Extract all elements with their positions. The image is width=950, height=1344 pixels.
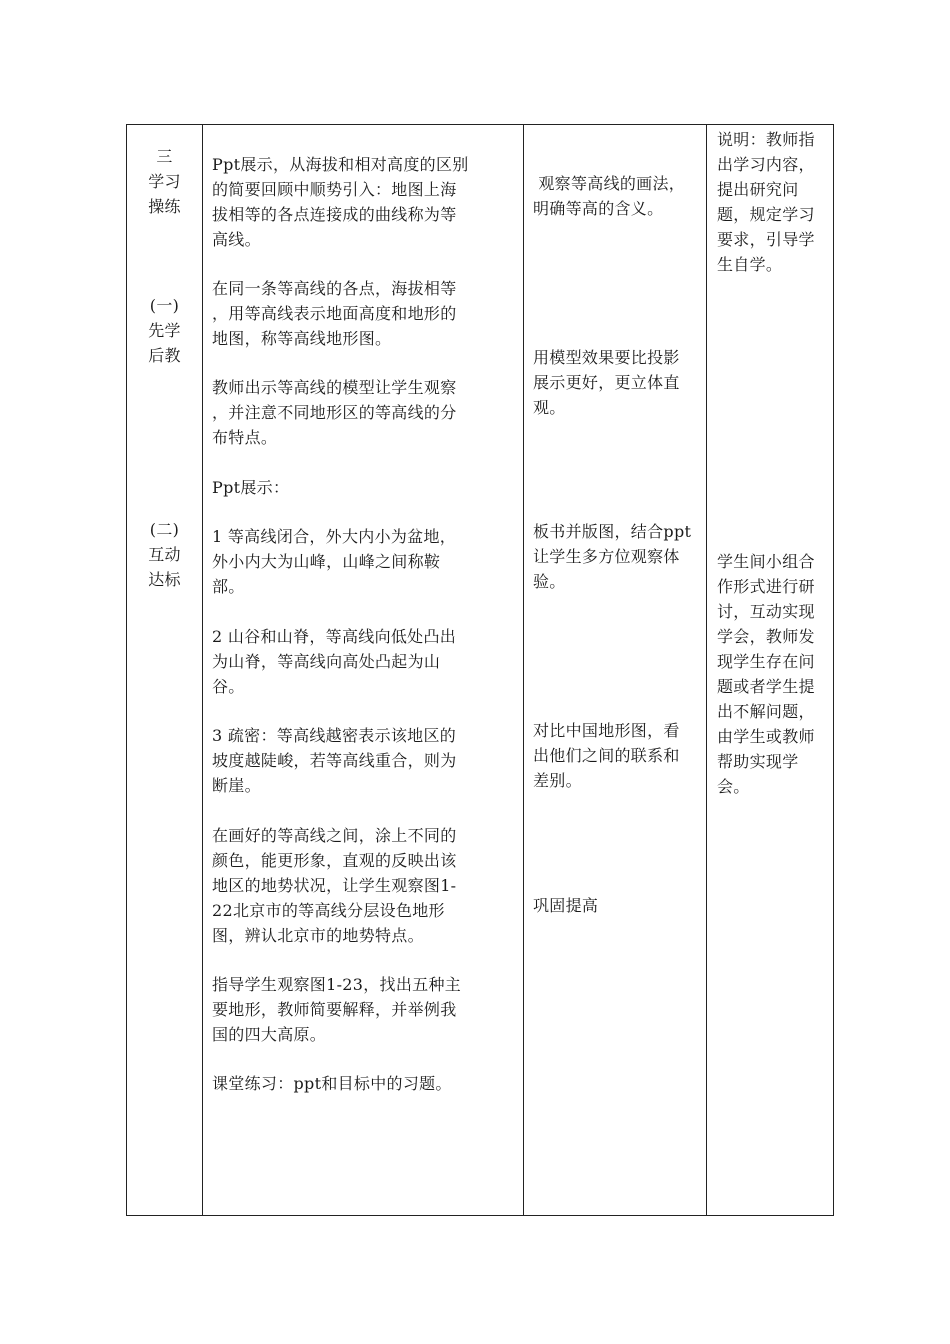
note-line: 由学生或教师 (717, 727, 815, 746)
content-line: 颜色，能更形象，直观的反映出该 (212, 851, 457, 870)
activity-line: 明确等高的含义。 (533, 199, 664, 218)
note-line: 题，规定学习 (717, 205, 815, 224)
note-line: 讨，互动实现 (717, 602, 815, 621)
content-line: 3 疏密：等高线越密表示该地区的 (212, 726, 457, 745)
note-line: 出学习内容， (717, 155, 815, 174)
content-line: 国的四大高原。 (212, 1025, 327, 1044)
part1-title-line1: 先学 (148, 321, 181, 340)
content-line: 课堂练习：ppt和目标中的习题。 (212, 1074, 452, 1093)
content-line: 地区的地势状况，让学生观察图1- (212, 876, 457, 895)
section-title-line2: 操练 (148, 197, 181, 216)
lesson-table (126, 124, 834, 1216)
stage-column (127, 125, 202, 1215)
activity-line: 观。 (533, 398, 566, 417)
content-line: 教师出示等高线的模型让学生观察 (212, 378, 457, 397)
content-line: 图，辨认北京市的地势特点。 (212, 926, 424, 945)
activity-line: 对比中国地形图，看 (533, 721, 680, 740)
activity-line: 用模型效果要比投影 (533, 348, 680, 367)
content-line: Ppt展示，从海拔和相对高度的区别 (212, 155, 469, 174)
content-line: ，用等高线表示地面高度和地形的 (212, 304, 457, 323)
part2-number: (二) (149, 520, 180, 539)
note-line: 要求，引导学 (717, 230, 815, 249)
content-line: 部。 (212, 577, 245, 596)
activity-column (524, 125, 706, 1215)
content-line: 布特点。 (212, 428, 278, 447)
note-line: 说明：教师指 (717, 130, 815, 149)
content-line: 指导学生观察图1-23，找出五种主 (212, 975, 462, 994)
content-line: 22北京市的等高线分层设色地形 (212, 901, 445, 920)
note-line: 作形式进行研 (717, 577, 815, 596)
activity-line: 巩固提高 (533, 896, 599, 915)
content-line: ，并注意不同地形区的等高线的分 (212, 403, 457, 422)
activity-line: 观察等高线的画法， (533, 174, 686, 193)
note-line: 提出研究问 (717, 180, 799, 199)
note-line: 现学生存在问 (717, 652, 815, 671)
content-line: Ppt展示： (212, 478, 290, 497)
part1-number: (一) (149, 296, 180, 315)
content-line: 谷。 (212, 677, 245, 696)
note-line: 学会，教师发 (717, 627, 815, 646)
part2-title-line1: 互动 (148, 545, 181, 564)
activity-line: 差别。 (533, 771, 582, 790)
content-line: 地图，称等高线地形图。 (212, 329, 392, 348)
content-line: 拔相等的各点连接成的曲线称为等 (212, 205, 457, 224)
content-line: 2 山谷和山脊，等高线向低处凸出 (212, 627, 457, 646)
note-line: 题或者学生提 (717, 677, 815, 696)
content-line: 高线。 (212, 230, 261, 249)
activity-line: 展示更好，更立体直 (533, 373, 680, 392)
activity-line: 板书并版图，结合ppt (533, 522, 692, 541)
content-line: 的简要回顾中顺势引入：地图上海 (212, 180, 457, 199)
part2-title-line2: 达标 (148, 570, 181, 589)
note-line: 学生间小组合 (717, 552, 815, 571)
content-line: 坡度越陡峻，若等高线重合，则为 (212, 751, 457, 770)
note-line: 出不解问题， (717, 702, 815, 721)
content-line: 要地形，教师简要解释，并举例我 (212, 1000, 457, 1019)
notes-column (707, 125, 835, 1215)
section-number: 三 (156, 147, 173, 166)
note-line: 生自学。 (717, 255, 783, 274)
content-line: 1 等高线闭合，外大内小为盆地， (212, 527, 457, 546)
activity-line: 让学生多方位观察体 (533, 547, 680, 566)
content-line: 在画好的等高线之间，涂上不同的 (212, 826, 457, 845)
content-column (203, 125, 523, 1215)
note-line: 帮助实现学 (717, 752, 799, 771)
content-line: 为山脊，等高线向高处凸起为山 (212, 652, 441, 671)
note-line: 会。 (717, 777, 750, 796)
activity-line: 验。 (533, 572, 566, 591)
content-line: 断崖。 (212, 776, 261, 795)
content-line: 外小内大为山峰，山峰之间称鞍 (212, 552, 441, 571)
content-line: 在同一条等高线的各点，海拔相等 (212, 279, 457, 298)
activity-line: 出他们之间的联系和 (533, 746, 680, 765)
part1-title-line2: 后教 (148, 346, 181, 365)
section-title-line1: 学习 (148, 172, 181, 191)
